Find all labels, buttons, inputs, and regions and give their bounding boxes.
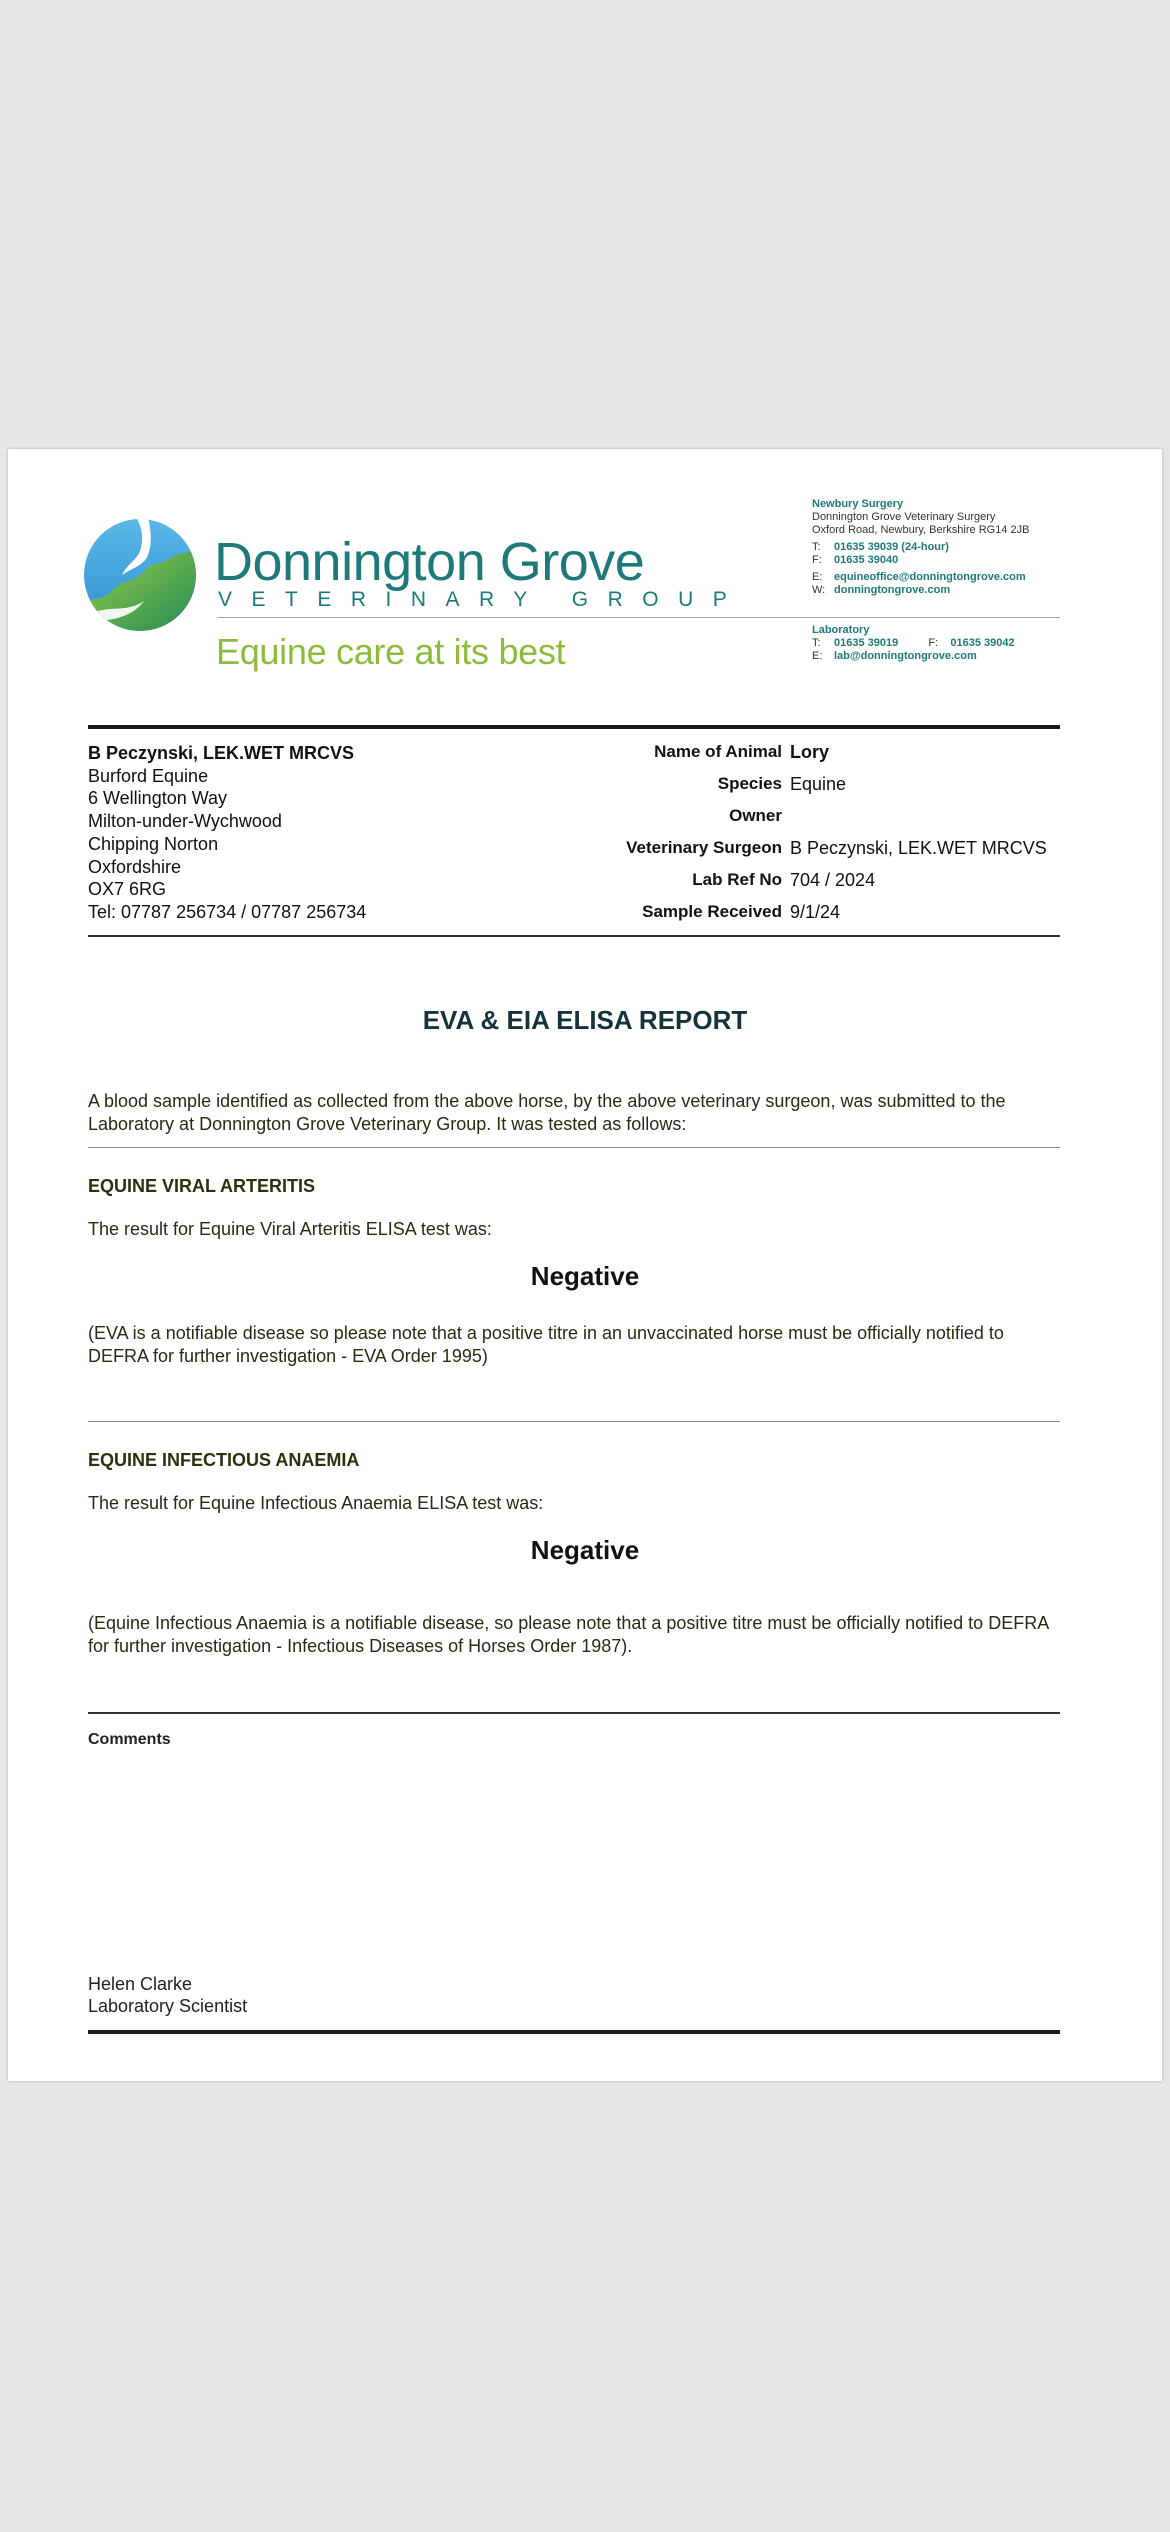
laboratory-fax: 01635 39042: [950, 637, 1015, 649]
address-phone: Tel: 07787 256734 / 07787 256734: [88, 901, 367, 922]
address-line: Chipping Norton: [88, 833, 219, 854]
laboratory-email-label: E:: [812, 650, 823, 662]
newbury-email-row: [812, 571, 1029, 584]
eva-note: (EVA is a notifiable disease so please note that a positive titre in an unvaccinated horse must be officially notified to DEFRA for further investigation - EVA Order 1995): [88, 1323, 1004, 1366]
brand-subtitle: VETERINARY GROUP: [218, 588, 747, 611]
eia-result: Negative: [530, 1535, 640, 1565]
laboratory-tel-label: T:: [812, 637, 821, 649]
eva-divider: [88, 1421, 1060, 1422]
info-divider: [88, 935, 1060, 937]
laboratory-contact-block: [812, 624, 1015, 663]
animal-label: Name of Animal: [654, 742, 782, 761]
laboratory-title: Laboratory: [812, 624, 870, 636]
eia-section-title: EQUINE INFECTIOUS ANAEMIA: [88, 1450, 360, 1470]
signature-name: Helen Clarke: [88, 1974, 193, 1994]
newbury-fax-row: [812, 554, 1029, 567]
species-label: Species: [717, 774, 782, 793]
received-value: 9/1/24: [790, 902, 841, 922]
vet-name: B Peczynski, LEK.WET MRCVS: [88, 743, 355, 763]
newbury-fax: 01635 39040: [834, 554, 899, 566]
newbury-line1: Donnington Grove Veterinary Surgery: [812, 511, 996, 523]
newbury-contact-block: [812, 498, 1029, 597]
signature-role: Laboratory Scientist: [88, 1996, 248, 2016]
animal-value: Lory: [790, 742, 830, 762]
eva-result-line: The result for Equine Viral Arteritis ELISA test was:: [88, 1219, 492, 1239]
report-page: [8, 449, 1162, 2081]
newbury-web-label: W:: [812, 584, 826, 596]
signature-block: [88, 1973, 247, 2017]
laboratory-email[interactable]: lab@donningtongrove.com: [834, 650, 977, 662]
donnington-grove-logo-icon: [82, 517, 198, 633]
owner-label: Owner: [729, 806, 782, 825]
newbury-email-label: E:: [812, 571, 823, 583]
brand-tagline: Equine care at its best: [216, 631, 566, 672]
report-title: EVA & EIA ELISA REPORT: [422, 1005, 748, 1035]
laboratory-email-row: [812, 650, 1015, 663]
brand-name: Donnington Grove: [214, 532, 645, 592]
labref-label: Lab Ref No: [692, 870, 782, 889]
newbury-tel: 01635 39039 (24-hour): [834, 541, 949, 553]
address-line: Oxfordshire: [88, 856, 182, 877]
laboratory-phone-row: [812, 637, 1015, 650]
laboratory-fax-label: F:: [928, 637, 939, 649]
report-intro: A blood sample identified as collected from the above horse, by the above veterinary surgeon, was submitted to the Laboratory at Donnington Grove Veterinary Group. It was tested as follows:: [88, 1091, 1006, 1134]
comments-label: Comments: [88, 1731, 171, 1748]
eva-result: Negative: [530, 1261, 640, 1291]
newbury-fax-label: F:: [812, 554, 822, 566]
eia-note: (Equine Infectious Anaemia is a notifiable disease, so please note that a positive titre must be officially notified to DEFRA for further investigation - Infectious Diseases of Horses Order 1987).: [88, 1613, 1049, 1656]
newbury-email[interactable]: equineoffice@donningtongrove.com: [834, 571, 1026, 583]
newbury-web-row: [812, 584, 1029, 597]
header-divider: [88, 725, 1060, 729]
address-line: 6 Wellington Way: [88, 788, 228, 809]
comments-divider: [88, 1712, 1060, 1714]
received-label: Sample Received: [642, 902, 782, 921]
newbury-web[interactable]: donningtongrove.com: [834, 584, 951, 596]
labref-value: 704 / 2024: [790, 870, 876, 890]
species-value: Equine: [790, 774, 847, 794]
address-line: OX7 6RG: [88, 879, 167, 900]
footer-divider: [88, 2030, 1060, 2034]
eia-result-line: The result for Equine Infectious Anaemia ELISA test was:: [88, 1493, 544, 1513]
eva-section-title: EQUINE VIRAL ARTERITIS: [88, 1176, 316, 1196]
address-line: Burford Equine: [88, 765, 209, 786]
vet-label: Veterinary Surgeon: [626, 838, 782, 857]
intro-divider: [88, 1147, 1060, 1148]
vet-address-block: [88, 742, 366, 924]
vet-value: B Peczynski, LEK.WET MRCVS: [790, 838, 1047, 858]
address-line: Milton-under-Wychwood: [88, 811, 282, 832]
newbury-title: Newbury Surgery: [812, 498, 904, 510]
newbury-line2: Oxford Road, Newbury, Berkshire RG14 2JB: [812, 524, 1030, 536]
newbury-tel-row: [812, 541, 1029, 554]
brand-divider: [218, 617, 1060, 618]
laboratory-tel: 01635 39019: [834, 637, 899, 649]
newbury-tel-label: T:: [812, 541, 821, 553]
